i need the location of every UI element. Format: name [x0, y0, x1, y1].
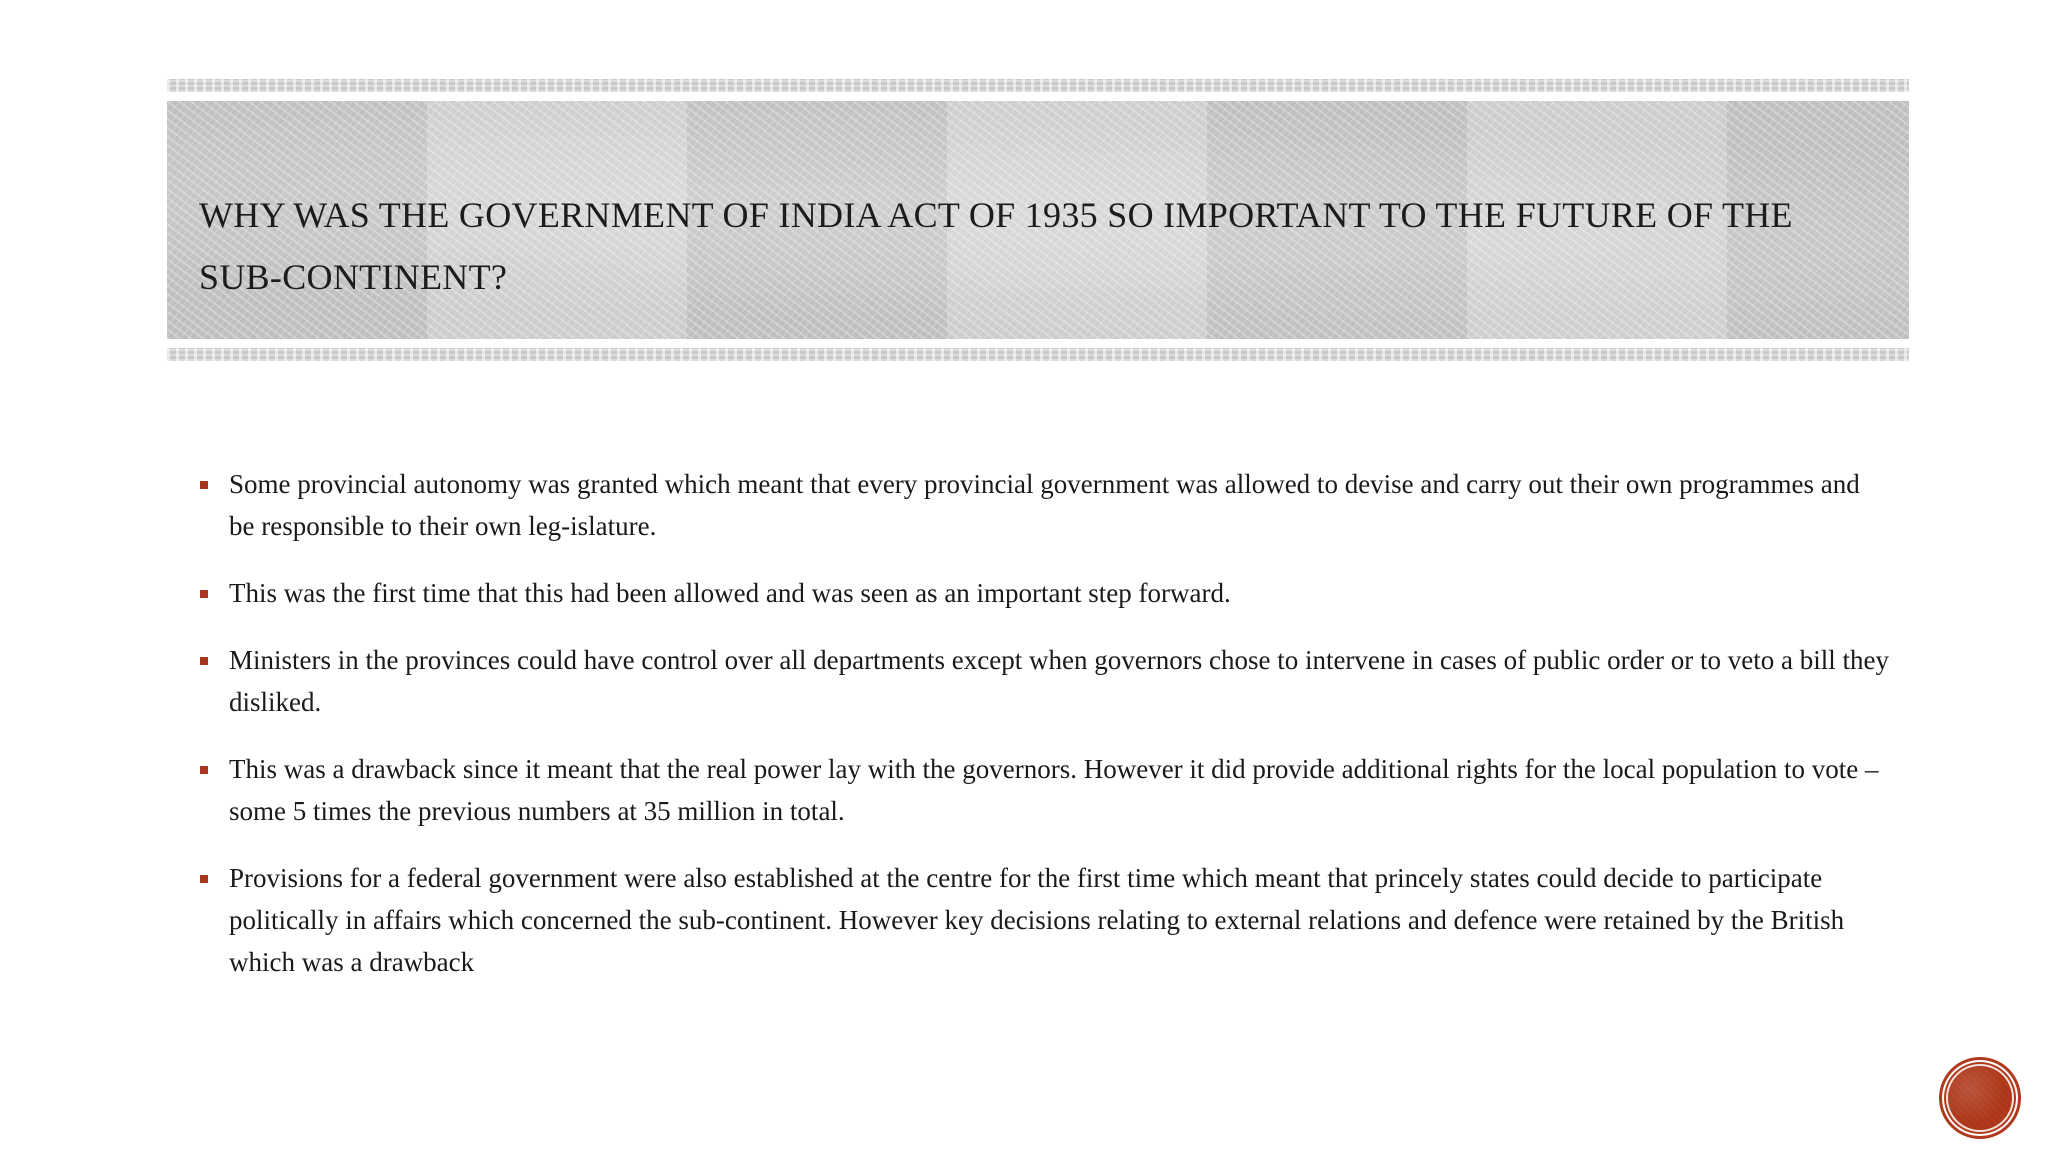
bullet-text: This was a drawback since it meant that the real power lay with the governors. However it did provide additional rights for the local population to vote – some 5 times the previous numbers at 35 million in total. — [229, 754, 1879, 826]
title-banner-top-stripe — [167, 79, 1909, 92]
square-bullet-icon — [200, 875, 208, 883]
bullet-item — [199, 639, 1889, 723]
square-bullet-icon — [200, 590, 208, 598]
bullet-item — [199, 572, 1889, 614]
title-banner-bottom-stripe — [167, 348, 1909, 361]
slide-nav-circle-icon[interactable] — [1942, 1060, 2018, 1136]
bullet-text: Provisions for a federal government were also established at the centre for the first time which meant that princely states could decide to participate politically in affairs which concerned the sub-continent. However key decisions relating to external relations and defence were retained by the British which was a drawback — [229, 863, 1845, 977]
square-bullet-icon — [200, 657, 208, 665]
bullet-text: Ministers in the provinces could have control over all departments except when governors chose to intervene in cases of public order or to veto a bill they disliked. — [229, 645, 1889, 717]
bullet-item — [199, 857, 1889, 983]
square-bullet-icon — [200, 766, 208, 774]
bullet-list — [199, 463, 1889, 1008]
slide-title: WHY WAS THE GOVERNMENT OF INDIA ACT OF 1935 SO IMPORTANT TO THE FUTURE OF THE SUB-CONTINENT? — [199, 195, 1793, 297]
bullet-item — [199, 463, 1889, 547]
bullet-text: Some provincial autonomy was granted which meant that every provincial government was allowed to devise and carry out their own programmes and be responsible to their own leg-islature. — [229, 469, 1860, 541]
bullet-item — [199, 748, 1889, 832]
bullet-text: This was the first time that this had been allowed and was seen as an important step forward. — [229, 578, 1231, 608]
square-bullet-icon — [200, 481, 208, 489]
